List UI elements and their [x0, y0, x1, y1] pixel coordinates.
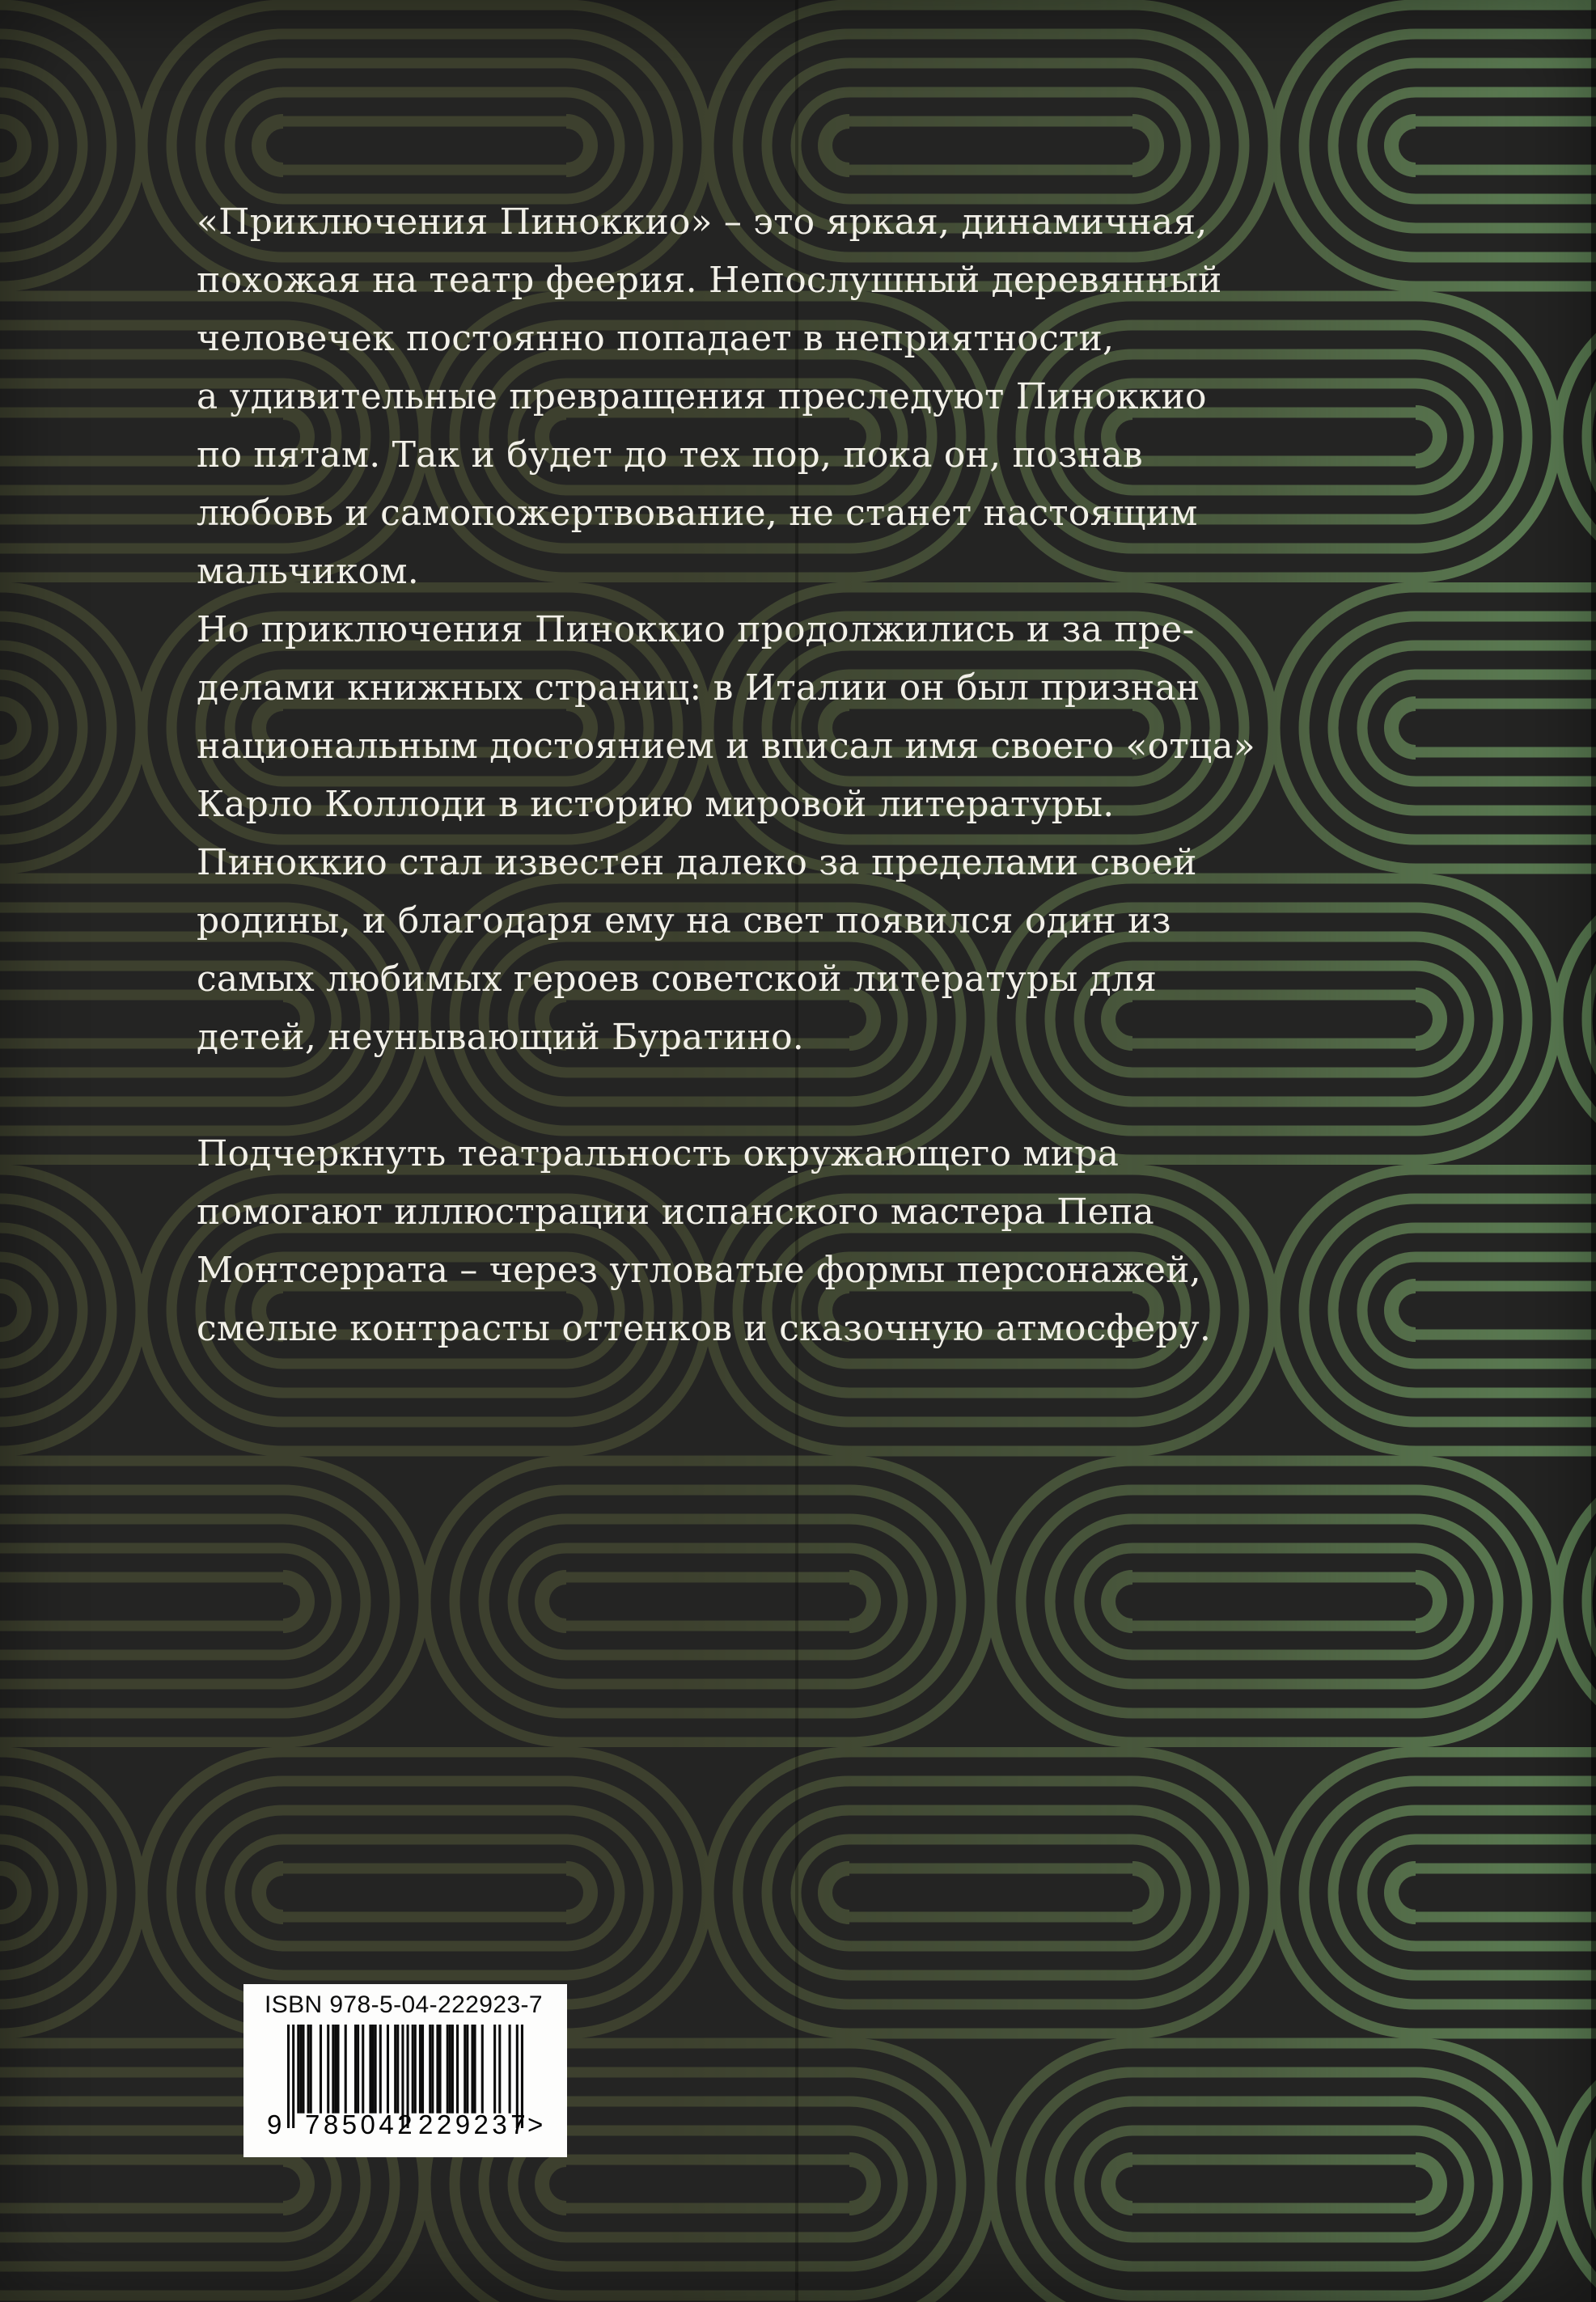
blurb-line: детей, неунывающий Буратино.	[197, 1017, 804, 1058]
annotation-paragraph	[197, 1125, 1353, 1358]
blurb-line: самых любимых героев советской литературы для	[197, 958, 1158, 1000]
barcode-digit-group: 229237	[418, 2109, 530, 2139]
blurb-line: делами книжных страниц: в Италии он был признан	[197, 667, 1200, 709]
blurb-line: помогают иллюстрации испанского мастера Пепа	[197, 1191, 1154, 1233]
annotation-text	[197, 193, 1353, 1358]
blurb-line: по пятам. Так и будет до тех пор, пока он, познав	[197, 434, 1143, 476]
blurb-line: похожая на театр феерия. Непослушный деревянный	[197, 260, 1222, 301]
blurb-line: Монтсеррата – через угловатые формы персонажей,	[197, 1250, 1201, 1291]
blurb-line: человечек постоянно попадает в неприятности,	[197, 318, 1115, 359]
isbn-card	[243, 1984, 567, 2157]
barcode-digit-group: 9	[267, 2109, 282, 2139]
barcode-quiet-zone-mark: >	[527, 2109, 544, 2139]
blurb-line: родины, и благодаря ему на свет появился один из	[197, 900, 1171, 942]
blurb-line: национальным достоянием и вписал имя своего «отца»	[197, 726, 1255, 767]
blurb-line: «Приключения Пиноккио» – это яркая, динамичная,	[197, 201, 1208, 243]
blurb-line: Но приключения Пиноккио продолжились и за пре-	[197, 609, 1195, 650]
cover-edge-shadow	[1591, 0, 1596, 2302]
isbn-label: ISBN 978-5-04-222923-7	[264, 1991, 543, 2018]
annotation-paragraph	[197, 601, 1353, 1067]
barcode-digit-group: 785042	[305, 2109, 417, 2139]
blurb-line: Подчеркнуть театральность окружающего мира	[197, 1133, 1120, 1174]
blurb-line: мальчиком.	[197, 551, 419, 592]
barcode-digits	[243, 2109, 567, 2150]
blurb-line: любовь и самопожертвование, не станет настоящим	[197, 493, 1198, 534]
blurb-line: смелые контрасты оттенков и сказочную атмосферу.	[197, 1308, 1212, 1349]
annotation-paragraph	[197, 193, 1353, 601]
blurb-line: Пиноккио стал известен далеко за пределами своей	[197, 842, 1197, 883]
blurb-line: Карло Коллоди в историю мировой литературы.	[197, 784, 1115, 825]
blurb-line: а удивительные превращения преследуют Пиноккио	[197, 376, 1207, 417]
